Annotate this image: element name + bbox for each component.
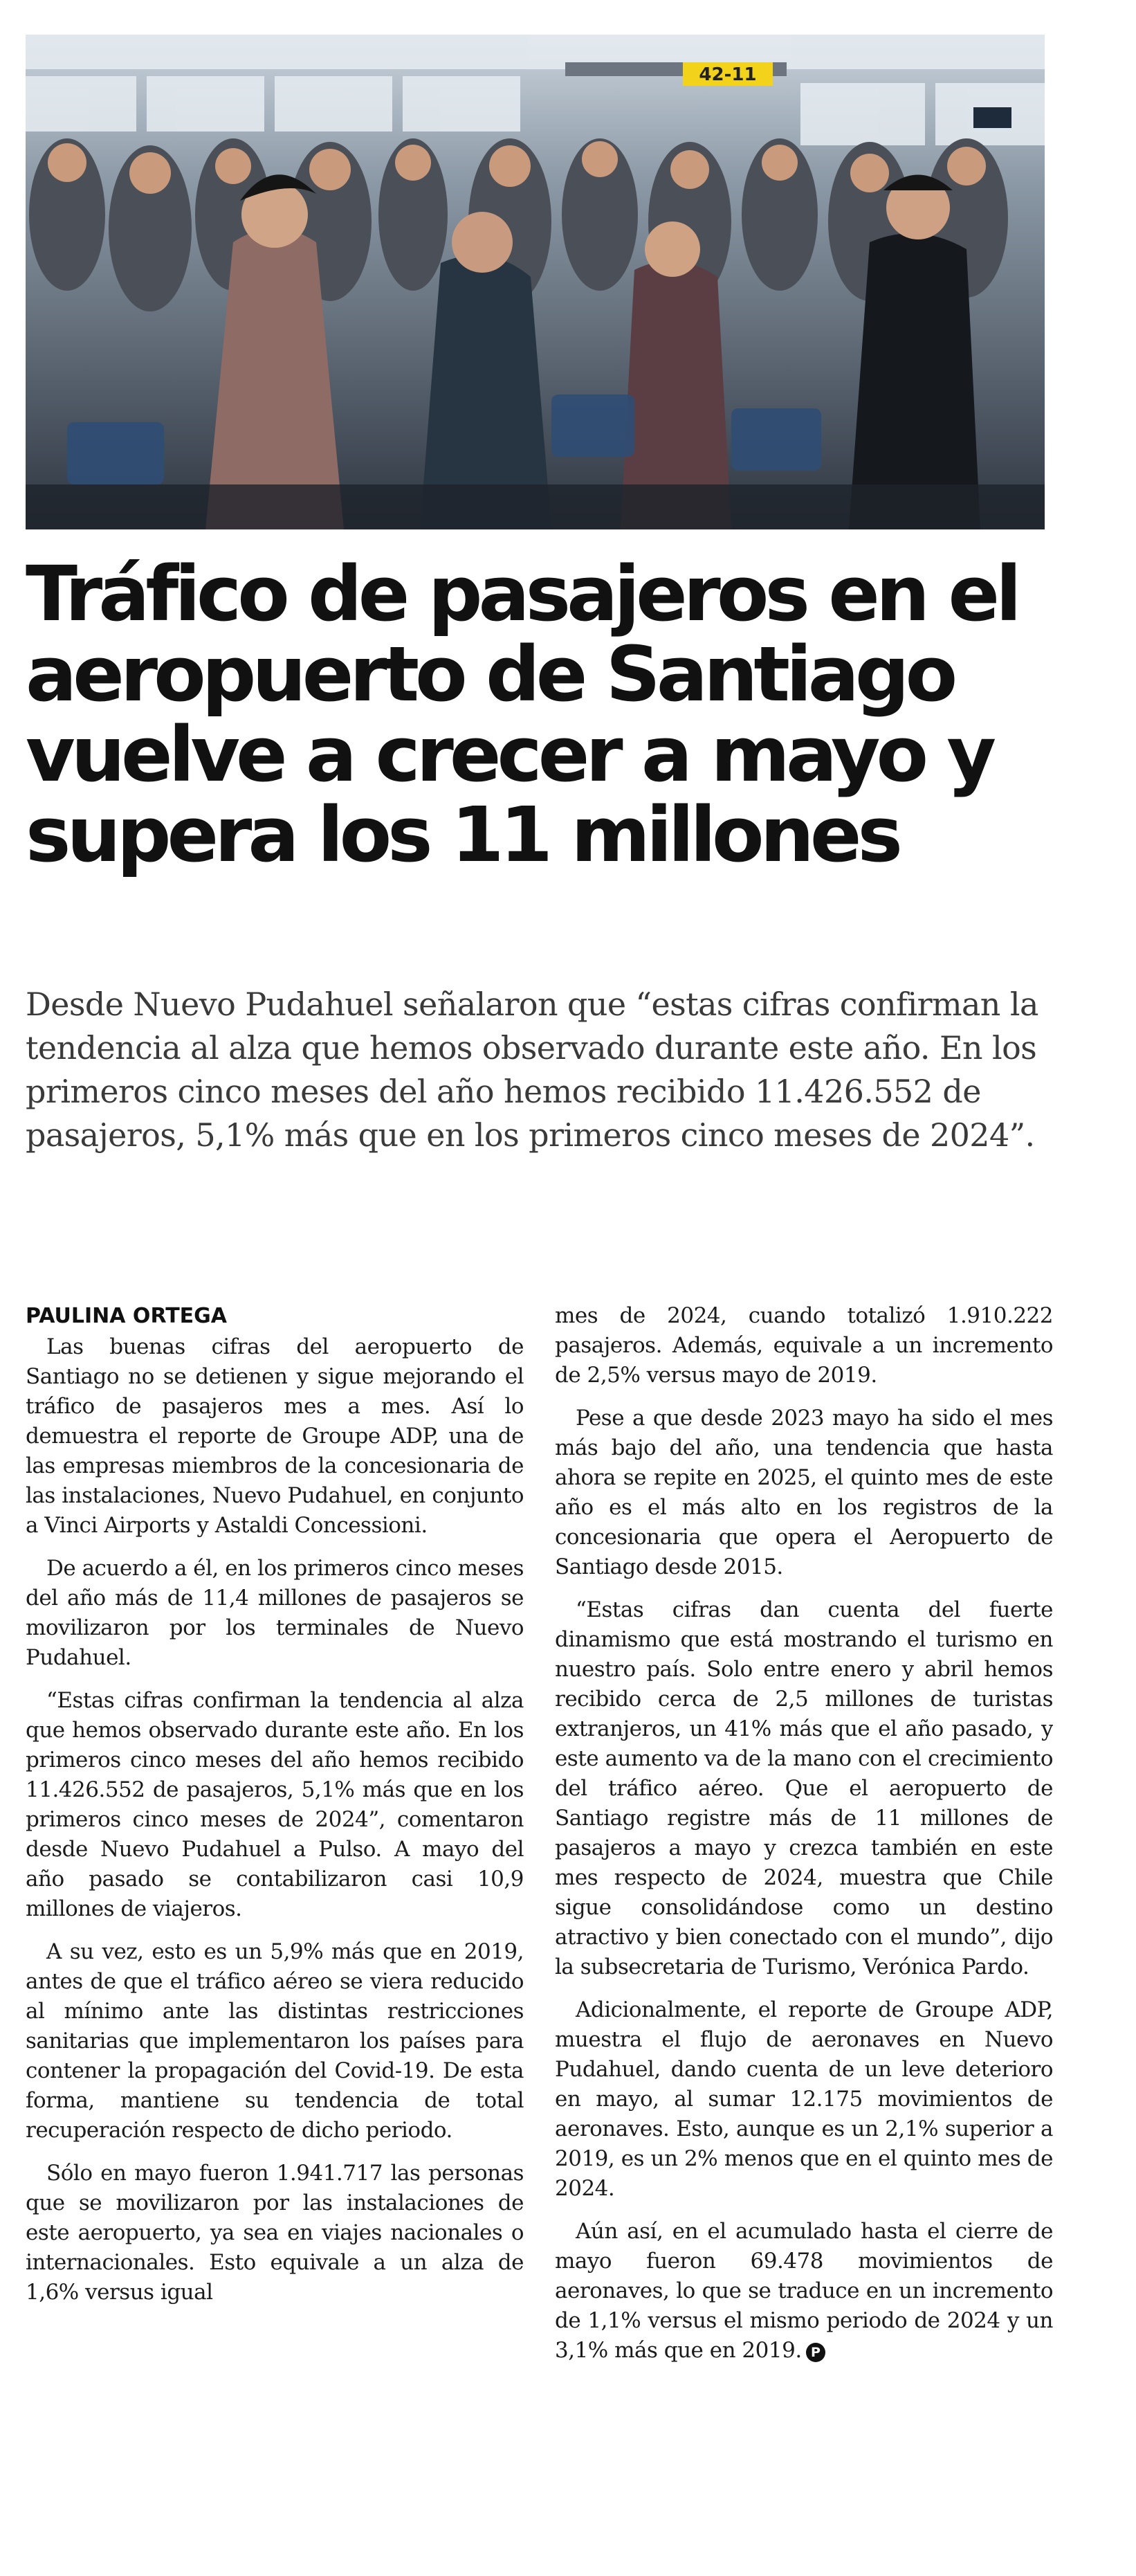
body-paragraph: Sólo en mayo fueron 1.941.717 las personas que se movilizaron por las instalaciones de este aeropuerto, ya sea en viajes nacionales o internacionales. Esto equivale a un alza de 1,6% versus igual	[26, 2161, 524, 2305]
body-paragraph: Adicionalmente, el reporte de Groupe ADP, muestra el flujo de aeronaves en Nuevo Pudahuel, dando cuenta de un leve deterioro en mayo, al sumar 12.175 movimientos de aeronaves. Esto, aunque es un 2,1% superior a 2019, es un 2% menos que en el quinto mes de 2024.	[555, 1997, 1053, 2201]
gate-sign-text: 42-11	[699, 64, 757, 85]
body-paragraph: De acuerdo a él, en los primeros cinco meses del año más de 11,4 millones de pasajeros se movilizaron por los terminales de Nuevo Pudahuel.	[26, 1556, 524, 1670]
article-photo	[26, 35, 1045, 529]
airport-crowd-photo-icon	[26, 35, 1045, 529]
last-paragraph	[555, 2217, 1053, 2366]
body-paragraph: “Estas cifras confirman la tendencia al alza que hemos observado durante este año. En los primeros cinco meses del año hemos recibido 11.426.552 de pasajeros, 5,1% más que en los primeros cinco meses de 2024”, comentaron desde Nuevo Pudahuel a Pulso. A mayo del año pasado se contabilizaron casi 10,9 millones de viajeros.	[26, 1688, 524, 1921]
body-paragraph: Las buenas cifras del aeropuerto de Santiago no se detienen y sigue mejorando el tráfico de pasajeros mes a mes. Así lo demuestra el reporte de Groupe ADP, una de las empresas miembros de la concesionaria de las instalaciones, Nuevo Pudahuel, en conjunto a Vinci Airports y Astaldi Concessioni.	[26, 1334, 524, 1538]
body-column-left	[26, 1301, 524, 2547]
byline: PAULINA ORTEGA	[26, 1304, 227, 1328]
body-paragraph: A su vez, esto es un 5,9% más que en 2019, antes de que el tráfico aéreo se viera reducido al mínimo ante las distintas restricciones sanitarias que implementaron los países para contener la propagación del Covid-19. De esta forma, mantiene su tendencia de total recuperación respecto de dicho periodo.	[26, 1939, 524, 2143]
end-mark-icon: P	[806, 2343, 825, 2362]
body-paragraph: “Estas cifras dan cuenta del fuerte dinamismo que está mostrando el turismo en nuestro país. Solo entre enero y abril hemos recibido cerca de 2,5 millones de turistas extranjeros, un 41% más que el año pasado, y este aumento va de la mano con el crecimiento del tráfico aéreo. Que el aeropuerto de Santiago registre más de 11 millones de pasajeros a mayo y crezca también en este mes respecto de 2024, muestra que Chile sigue consolidándose como un destino atractivo y bien conectado con el mundo”, dijo la subsecretaria de Turismo, Verónica Pardo.	[555, 1597, 1053, 1979]
body-paragraph-text: Aún así, en el acumulado hasta el cierre de mayo fueron 69.478 movimientos de aeronaves, lo que se traduce en un incremento de 1,1% versus el mismo periodo de 2024 y un 3,1% más que en 2019.	[555, 2219, 1053, 2363]
body-paragraph: Pese a que desde 2023 mayo ha sido el mes más bajo del año, una tendencia que hasta ahora se repite en 2025, el quinto mes de este año es el más alto en los registros de la concesionaria que opera el Aeropuerto de Santiago desde 2015.	[555, 1406, 1053, 1579]
headline: Tráfico de pasajeros en el aeropuerto de Santiago vuelve a crecer a mayo y supera los 11 millones	[26, 550, 1018, 879]
deck-summary: Desde Nuevo Pudahuel señalaron que “estas cifras confirman la tendencia al alza que hemos observado durante este año. En los primeros cinco meses del año hemos recibido 11.426.552 de pasajeros, 5,1% más que en los primeros cinco meses de 2024”.	[26, 986, 1038, 1154]
body-paragraph: mes de 2024, cuando totalizó 1.910.222 pasajeros. Además, equivale a un incremento de 2,5% versus mayo de 2019.	[555, 1303, 1053, 1388]
body-column-right	[555, 1301, 1053, 2547]
